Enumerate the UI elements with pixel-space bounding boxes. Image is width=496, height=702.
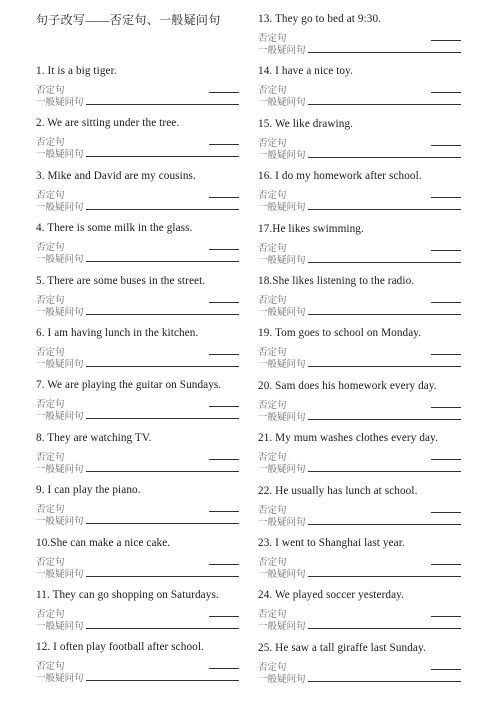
- question-answer-blank[interactable]: [86, 209, 239, 210]
- question-label: 一般疑问句: [258, 46, 306, 56]
- question-answer-row: [36, 251, 239, 265]
- negative-answer-blank[interactable]: [209, 249, 239, 250]
- question-answer-row: [36, 356, 239, 370]
- page-title: 句子改写——否定句、一般疑问句: [36, 13, 221, 27]
- question-answer-blank[interactable]: [86, 471, 239, 472]
- question-answer-row: [258, 409, 461, 423]
- negative-answer-blank[interactable]: [431, 512, 461, 513]
- question-answer-row: [36, 461, 239, 475]
- negative-label: 否定句: [258, 400, 287, 411]
- negative-label: 否定句: [36, 190, 65, 201]
- exercise-sentence: 5. There are some buses in the street.: [36, 274, 206, 287]
- question-label: 一般疑问句: [258, 308, 306, 318]
- question-label: 一般疑问句: [36, 98, 84, 108]
- negative-answer-blank[interactable]: [431, 459, 461, 460]
- negative-answer-blank[interactable]: [209, 616, 239, 617]
- negative-label: 否定句: [258, 138, 287, 149]
- question-label: 一般疑问句: [36, 464, 84, 475]
- negative-label: 否定句: [36, 662, 65, 673]
- question-answer-blank[interactable]: [86, 576, 239, 577]
- negative-label: 否定句: [258, 296, 287, 306]
- negative-answer-blank[interactable]: [209, 564, 239, 565]
- question-answer-blank[interactable]: [308, 104, 461, 105]
- negative-answer-blank[interactable]: [431, 354, 461, 355]
- question-answer-blank[interactable]: [308, 681, 461, 682]
- exercise-sentence: 18.She likes listening to the radio.: [258, 275, 415, 287]
- question-answer-row: [36, 408, 239, 422]
- negative-label: 否定句: [36, 243, 65, 254]
- negative-label: 否定句: [258, 34, 287, 44]
- question-answer-blank[interactable]: [308, 524, 461, 525]
- negative-answer-blank[interactable]: [431, 197, 461, 198]
- negative-answer-blank[interactable]: [209, 511, 239, 512]
- negative-answer-blank[interactable]: [209, 197, 239, 198]
- negative-label: 否定句: [258, 348, 287, 359]
- negative-label: 否定句: [36, 86, 65, 96]
- question-answer-row: [258, 356, 461, 370]
- question-answer-row: [258, 304, 461, 318]
- exercise-sentence: 7. We are playing the guitar on Sundays.: [36, 379, 222, 392]
- question-label: 一般疑问句: [36, 307, 84, 318]
- negative-answer-blank[interactable]: [431, 407, 461, 408]
- question-label: 一般疑问句: [258, 255, 306, 266]
- question-answer-row: [258, 566, 461, 580]
- negative-label: 否定句: [258, 610, 287, 621]
- negative-answer-blank[interactable]: [209, 144, 239, 145]
- question-answer-blank[interactable]: [308, 419, 461, 420]
- question-answer-blank[interactable]: [308, 314, 461, 315]
- question-answer-blank[interactable]: [86, 366, 239, 367]
- question-answer-blank[interactable]: [86, 628, 239, 629]
- negative-answer-blank[interactable]: [209, 354, 239, 355]
- negative-answer-blank[interactable]: [209, 459, 239, 460]
- negative-answer-blank[interactable]: [209, 92, 239, 93]
- question-answer-row: [258, 199, 461, 213]
- question-answer-blank[interactable]: [308, 52, 461, 53]
- question-label: 一般疑问句: [258, 98, 306, 109]
- exercise-sentence: 14. I have a nice toy.: [258, 65, 353, 78]
- negative-label: 否定句: [36, 400, 65, 411]
- question-label: 一般疑问句: [36, 569, 84, 580]
- question-answer-row: [258, 252, 461, 266]
- question-answer-blank[interactable]: [86, 418, 239, 419]
- exercise-sentence: 13. They go to bed at 9:30.: [258, 13, 382, 25]
- exercise-sentence: 4. There is some milk in the glass.: [36, 222, 193, 235]
- question-answer-blank[interactable]: [86, 523, 239, 524]
- question-answer-blank[interactable]: [86, 104, 239, 105]
- exercise-sentence: 8. They are watching TV.: [36, 431, 152, 444]
- question-answer-blank[interactable]: [308, 576, 461, 577]
- question-label: 一般疑问句: [258, 465, 306, 476]
- question-label: 一般疑问句: [258, 570, 306, 580]
- negative-label: 否定句: [258, 558, 287, 568]
- negative-answer-blank[interactable]: [209, 668, 239, 669]
- negative-answer-blank[interactable]: [431, 250, 461, 251]
- exercise-sentence: 3. Mike and David are my cousins.: [36, 169, 196, 182]
- question-answer-row: [36, 94, 239, 108]
- question-answer-row: [36, 513, 239, 527]
- question-label: 一般疑问句: [258, 150, 306, 161]
- question-label: 一般疑问句: [258, 360, 306, 371]
- negative-answer-blank[interactable]: [209, 406, 239, 407]
- exercise-sentence: 11. They can go shopping on Saturdays.: [36, 589, 219, 601]
- question-answer-row: [258, 618, 461, 632]
- negative-answer-blank[interactable]: [209, 302, 239, 303]
- exercise-sentence: 1. It is a big tiger.: [36, 65, 117, 77]
- question-label: 一般疑问句: [36, 360, 84, 370]
- question-label: 一般疑问句: [36, 674, 84, 685]
- question-label: 一般疑问句: [258, 622, 306, 633]
- question-answer-row: [258, 42, 461, 56]
- negative-label: 否定句: [258, 505, 287, 516]
- question-answer-blank[interactable]: [308, 628, 461, 629]
- question-label: 一般疑问句: [258, 412, 306, 423]
- question-label: 一般疑问句: [36, 412, 84, 423]
- exercise-sentence: 9. I can play the piano.: [36, 484, 141, 497]
- exercise-sentence: 15. We like drawing.: [258, 117, 354, 130]
- exercise-sentence: 21. My mum washes clothes every day.: [258, 432, 438, 445]
- negative-label: 否定句: [258, 662, 287, 673]
- exercise-sentence: 20. Sam does his homework every day.: [258, 379, 437, 392]
- exercise-sentence: 17.He likes swimming.: [258, 222, 364, 235]
- question-answer-blank[interactable]: [308, 209, 461, 210]
- question-answer-row: [36, 670, 239, 684]
- question-answer-row: [258, 147, 461, 161]
- negative-label: 否定句: [36, 505, 65, 516]
- question-answer-row: [36, 566, 239, 580]
- question-answer-row: [258, 671, 461, 685]
- question-label: 一般疑问句: [36, 150, 84, 161]
- question-answer-row: [258, 461, 461, 475]
- question-label: 一般疑问句: [258, 203, 306, 214]
- question-answer-blank[interactable]: [308, 157, 461, 158]
- negative-answer-blank[interactable]: [431, 145, 461, 146]
- question-answer-blank[interactable]: [308, 471, 461, 472]
- exercise-sentence: 22. He usually has lunch at school.: [258, 484, 418, 497]
- question-answer-row: [258, 514, 461, 528]
- exercise-sentence: 10.She can make a nice cake.: [36, 536, 171, 549]
- negative-label: 否定句: [36, 138, 65, 149]
- negative-answer-blank[interactable]: [431, 92, 461, 93]
- negative-label: 否定句: [258, 191, 287, 202]
- question-label: 一般疑问句: [258, 517, 306, 528]
- negative-answer-blank[interactable]: [431, 616, 461, 617]
- question-answer-blank[interactable]: [86, 261, 239, 262]
- exercise-sentence: 12. I often play football after school.: [36, 641, 204, 654]
- question-answer-row: [258, 94, 461, 108]
- negative-label: 否定句: [258, 86, 287, 97]
- exercise-sentence: 6. I am having lunch in the kitchen.: [36, 327, 199, 339]
- question-answer-blank[interactable]: [86, 680, 239, 681]
- negative-label: 否定句: [36, 557, 65, 568]
- question-label: 一般疑问句: [258, 674, 306, 685]
- negative-label: 否定句: [36, 348, 65, 358]
- negative-answer-blank[interactable]: [431, 302, 461, 303]
- question-answer-blank[interactable]: [308, 366, 461, 367]
- negative-label: 否定句: [36, 452, 65, 463]
- exercise-sentence: 16. I do my homework after school.: [258, 170, 422, 183]
- question-answer-row: [36, 304, 239, 318]
- exercise-sentence: 19. Tom goes to school on Monday.: [258, 327, 422, 340]
- question-answer-blank[interactable]: [86, 156, 239, 157]
- question-label: 一般疑问句: [36, 255, 84, 266]
- exercise-sentence: 23. I went to Shanghai last year.: [258, 537, 405, 549]
- question-answer-row: [36, 618, 239, 632]
- exercise-sentence: 25. He saw a tall giraffe last Sunday.: [258, 641, 426, 654]
- negative-label: 否定句: [258, 453, 287, 464]
- negative-label: 否定句: [258, 243, 287, 254]
- question-answer-blank[interactable]: [86, 314, 239, 315]
- question-answer-blank[interactable]: [308, 262, 461, 263]
- negative-answer-blank[interactable]: [431, 564, 461, 565]
- question-label: 一般疑问句: [36, 517, 84, 528]
- question-label: 一般疑问句: [36, 202, 84, 213]
- negative-answer-blank[interactable]: [431, 669, 461, 670]
- negative-label: 否定句: [36, 295, 65, 306]
- question-label: 一般疑问句: [36, 622, 84, 632]
- question-answer-row: [36, 199, 239, 213]
- negative-label: 否定句: [36, 610, 65, 620]
- question-answer-row: [36, 146, 239, 160]
- exercise-sentence: 24. We played soccer yesterday.: [258, 589, 405, 602]
- exercise-sentence: 2. We are sitting under the tree.: [36, 117, 180, 130]
- negative-answer-blank[interactable]: [431, 40, 461, 41]
